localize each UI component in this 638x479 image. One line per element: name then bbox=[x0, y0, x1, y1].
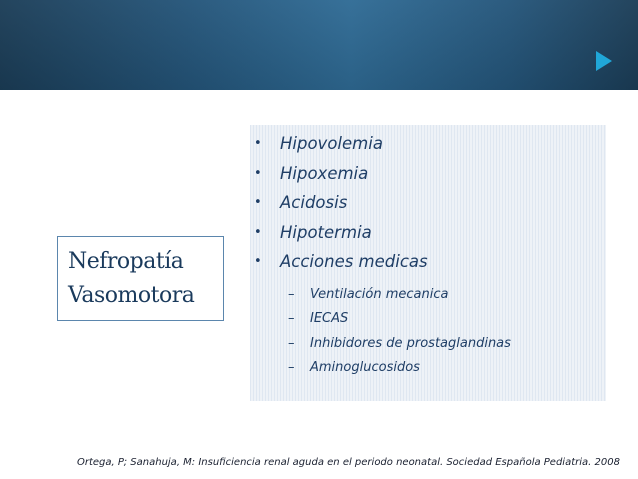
list-item bbox=[254, 188, 428, 218]
bullet-text: Hipoxemia bbox=[280, 163, 369, 183]
bullet-text: Acciones medicas bbox=[280, 252, 428, 272]
bullet-icon: • bbox=[254, 254, 262, 270]
bullet-list bbox=[254, 129, 428, 277]
bullet-icon: • bbox=[254, 165, 262, 181]
bullet-text: Acidosis bbox=[280, 193, 348, 213]
topic-title-line2: Vasomotora bbox=[68, 282, 195, 308]
dash-icon: – bbox=[288, 286, 295, 302]
sub-item-text: Ventilación mecanica bbox=[310, 286, 449, 302]
sub-item-text: Aminoglucosidos bbox=[310, 360, 420, 376]
list-item bbox=[254, 159, 428, 189]
list-item bbox=[288, 307, 511, 332]
bullet-text: Hipotermia bbox=[280, 222, 372, 242]
bullet-icon: • bbox=[254, 224, 262, 240]
dash-icon: – bbox=[288, 335, 295, 351]
topic-title-line1: Nefropatía bbox=[68, 248, 184, 274]
bullet-text: Hipovolemia bbox=[280, 134, 383, 154]
content-panel bbox=[250, 125, 606, 401]
list-item bbox=[288, 356, 511, 381]
header-banner bbox=[0, 0, 638, 90]
bullet-icon: • bbox=[254, 195, 262, 211]
dash-icon: – bbox=[288, 360, 295, 376]
sub-item-text: IECAS bbox=[310, 311, 349, 327]
citation: Ortega, P; Sanahuja, M: Insuficiencia renal aguda en el periodo neonatal. Sociedad Española Pediatria. 2008 bbox=[77, 457, 620, 468]
list-item bbox=[254, 218, 428, 248]
sub-item-text: Inhibidores de prostaglandinas bbox=[310, 335, 511, 351]
dash-icon: – bbox=[288, 311, 295, 327]
sub-item-list bbox=[288, 282, 511, 380]
list-item bbox=[254, 129, 428, 159]
list-item bbox=[288, 331, 511, 356]
bullet-icon: • bbox=[254, 136, 262, 152]
list-item bbox=[254, 247, 428, 277]
arrow-right-icon bbox=[596, 51, 612, 71]
list-item bbox=[288, 282, 511, 307]
topic-box bbox=[57, 236, 224, 321]
